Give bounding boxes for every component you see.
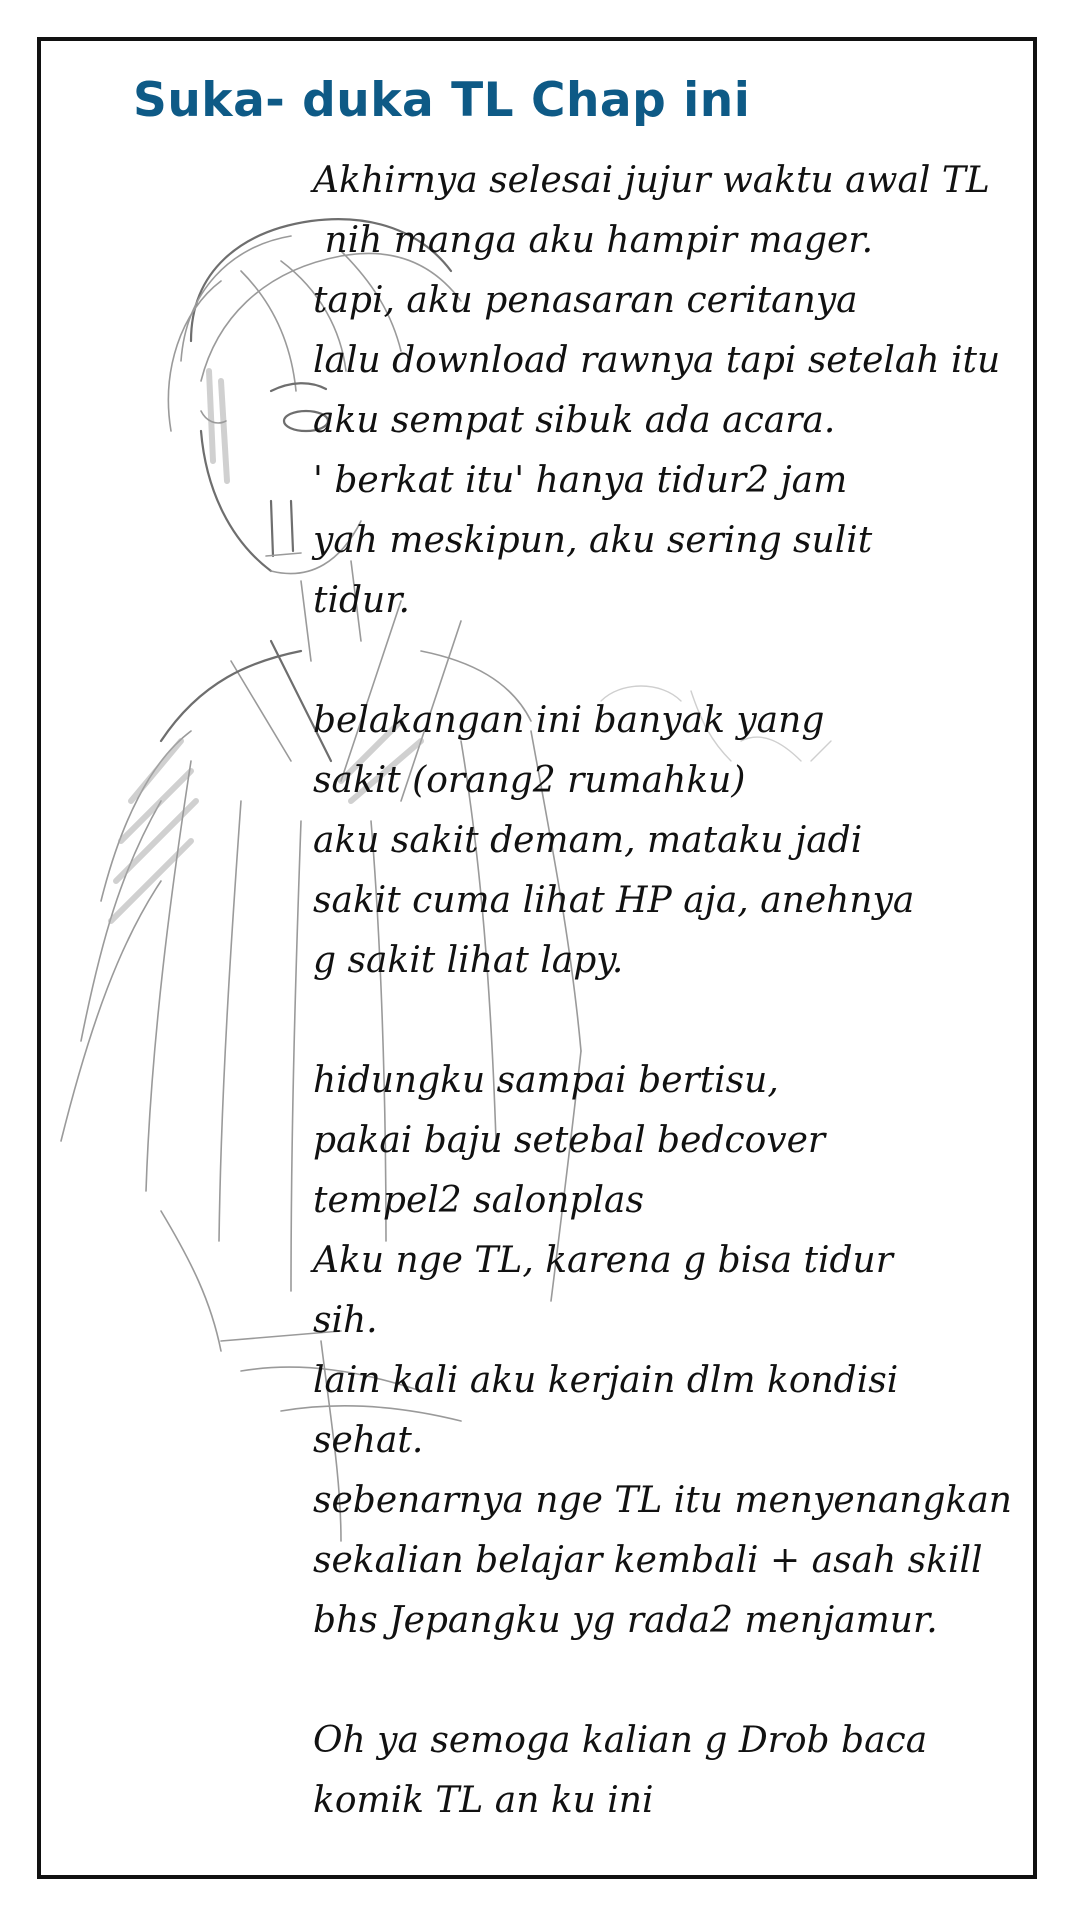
text-line: tempel2 salonplas <box>313 1180 644 1221</box>
text-line: yah meskipun, aku sering sulit <box>313 520 873 561</box>
text-line: aku sempat sibuk ada acara. <box>313 400 836 441</box>
text-line-blank <box>313 1651 1033 1711</box>
text-line-blank <box>313 991 1033 1051</box>
text-line: sih. <box>313 1300 378 1341</box>
text-line: tidur. <box>313 580 410 621</box>
text-line: sekalian belajar kembali + asah skill <box>313 1540 983 1581</box>
page-title: Suka- duka TL Chap ini <box>133 73 751 128</box>
text-line: sehat. <box>313 1420 424 1461</box>
text-line: aku sakit demam, mataku jadi <box>313 820 863 861</box>
text-line: lain kali aku kerjain dlm kondisi <box>313 1360 899 1401</box>
text-line: Oh ya semoga kalian g Drob baca <box>313 1720 928 1761</box>
text-line: nih manga aku hampir mager. <box>313 220 874 261</box>
text-line: pakai baju setebal bedcover <box>313 1120 826 1161</box>
text-line: lalu download rawnya tapi setelah itu <box>313 340 1001 381</box>
text-line: Aku nge TL, karena g bisa tidur <box>313 1240 893 1281</box>
text-line: sakit cuma lihat HP aja, anehnya <box>313 880 915 921</box>
text-line: sebenarnya nge TL itu menyenangkan <box>313 1480 1012 1521</box>
translator-note-text <box>313 151 1033 1831</box>
text-line: g sakit lihat lapy. <box>313 940 624 981</box>
text-line: komik TL an ku ini <box>313 1780 654 1821</box>
text-line: sakit (orang2 rumahku) <box>313 760 746 801</box>
text-line: belakangan ini banyak yang <box>313 700 825 741</box>
text-line: hidungku sampai bertisu, <box>313 1060 779 1101</box>
text-line-blank <box>313 631 1033 691</box>
text-line: Akhirnya selesai jujur waktu awal TL <box>313 160 990 201</box>
comic-panel <box>37 37 1037 1879</box>
text-line: tapi, aku penasaran ceritanya <box>313 280 858 321</box>
text-line: ' berkat itu' hanya tidur2 jam <box>313 460 848 501</box>
text-line: bhs Jepangku yg rada2 menjamur. <box>313 1600 938 1641</box>
